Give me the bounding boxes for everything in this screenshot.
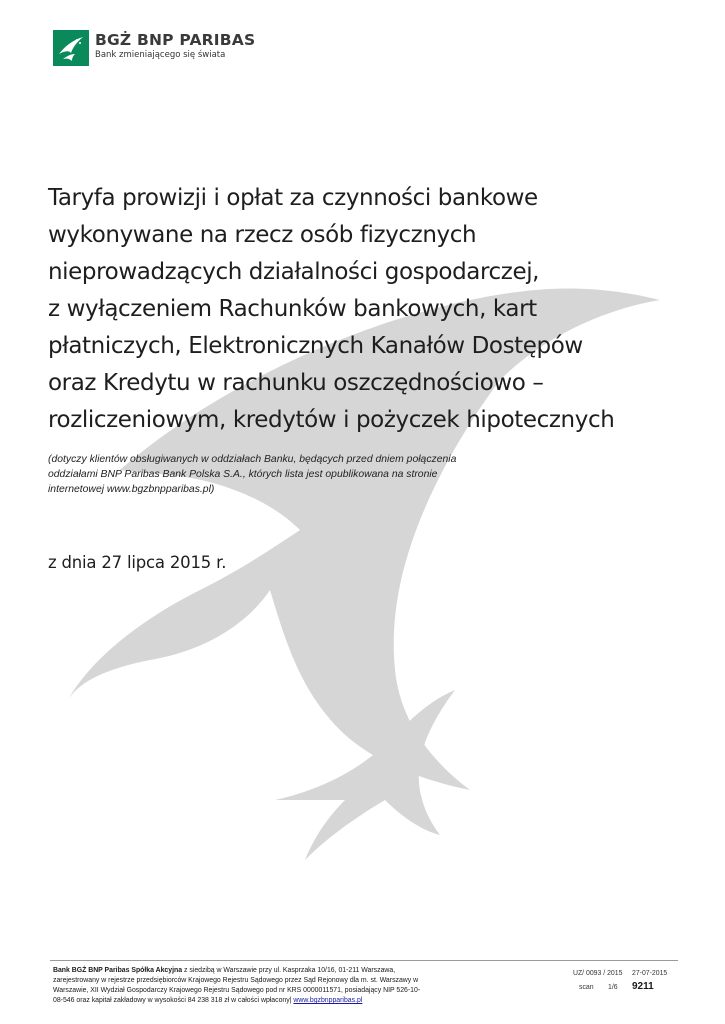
doc-code: UZ/ 0093 / 2015 — [573, 970, 623, 977]
document-subtitle: (dotyczy klientów obsługiwanych w oddziałach Banku, będących przed dniem połączenia oddziałami BNP Paribas Bank Polska S.A., których lista jest opublikowana na stronie internetowej www.bgzbnpparibas.pl) — [48, 454, 457, 495]
doc-date: 27-07-2015 — [632, 970, 668, 977]
title-line: oraz Kredytu w rachunku oszczędnościowo – — [48, 370, 544, 396]
title-line: płatniczych, Elektronicznych Kanałów Dostępów — [48, 333, 583, 359]
footer-line-1: z siedzibą w Warszawie przy ul. Kasprzaka 10/16, 01-211 Warszawa, — [182, 967, 396, 974]
logo-stars-icon — [53, 30, 89, 66]
footer-line-2: zarejestrowany w rejestrze przedsiębiorców Krajowego Rejestru Sądowego przez Sąd Rejonowy dla m. st. Warszawy w — [53, 977, 419, 984]
footer-company-name: Bank BGŻ BNP Paribas Spółka Akcyjna — [53, 967, 183, 974]
title-line: wykonywane na rzecz osób fizycznych — [48, 222, 477, 248]
footer-website-link[interactable]: www.bgzbnpparibas.pl — [293, 997, 363, 1004]
page-number: 1/6 — [608, 984, 618, 991]
scan-label: scan — [579, 984, 594, 991]
title-line: nieprowadzących działalności gospodarczej, — [48, 259, 540, 285]
logo-tagline: Bank zmieniającego się świata — [95, 50, 226, 60]
form-number: 9211 — [632, 981, 654, 992]
title-line: Taryfa prowizji i opłat za czynności bankowe — [48, 185, 538, 211]
footer-line-3: Warszawie, XII Wydział Gospodarczy Krajowego Rejestru Sądowego pod nr KRS 0000011571, posiadający NIP 526-10- — [53, 987, 421, 994]
bank-logo — [53, 30, 255, 65]
title-line: rozliczeniowym, kredytów i pożyczek hipotecznych — [48, 407, 615, 433]
footer-divider — [50, 960, 678, 961]
title-line: z wyłączeniem Rachunków bankowych, kart — [48, 296, 537, 322]
footer-line-4: 08-546 oraz kapitał zakładowy w wysokości 84 238 318 zł w całości wpłacony| — [53, 997, 294, 1004]
footer-legal-text — [53, 966, 441, 1006]
logo-name: BGŻ BNP PARIBAS — [95, 31, 256, 49]
document-date: z dnia 27 lipca 2015 r. — [48, 553, 227, 572]
document-title — [48, 180, 688, 439]
